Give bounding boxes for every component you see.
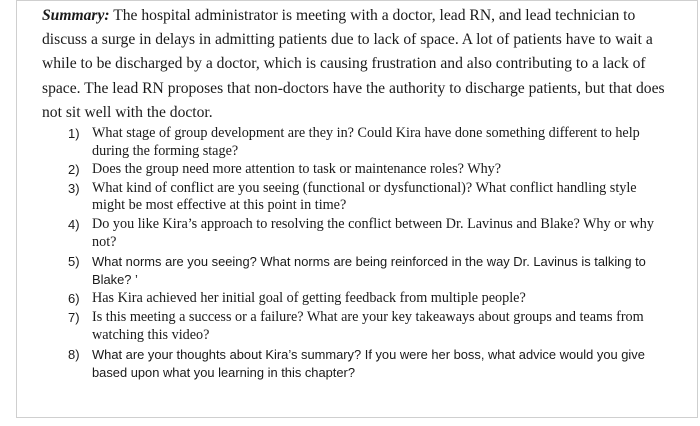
question-number: 1) (68, 126, 80, 141)
question-item-8 (62, 346, 672, 381)
question-text: What kind of conflict are you seeing (functional or dysfunctional)? What conflict handling style might be most effective at this point in time? (92, 179, 637, 214)
question-text: Does the group need more attention to task or maintenance roles? Why? (92, 161, 502, 178)
question-text: Do you like Kira’s approach to resolving the conflict between Dr. Lavinus and Blake? Why or why not? (92, 215, 654, 250)
question-number: 3) (68, 180, 80, 196)
question-number: 7) (68, 309, 80, 325)
question-item-6 (62, 290, 672, 308)
question-number: 2) (68, 162, 80, 178)
question-text: What norms are you seeing? What norms are being reinforced in the way Dr. Lavinus is talking to Blake? ’ (92, 254, 646, 287)
question-text: What stage of group development are they in? Could Kira have done something different to help during the forming stage? (92, 125, 640, 159)
question-number: 4) (68, 216, 80, 232)
question-text: Has Kira achieved her initial goal of getting feedback from multiple people? (92, 290, 526, 307)
summary-paragraph (42, 4, 682, 125)
summary-text: The hospital administrator is meeting with a doctor, lead RN, and lead technician to discuss a surge in delays in admitting patients due to lack of space. A lot of patients have to wait a while to be discharged by a doctor, which is causing frustration and also contributing to a lack of space. The lead RN proposes that non-doctors have the authority to discharge patients, but that does not sit well with the doctor. (42, 7, 665, 121)
question-number: 5) (68, 254, 80, 270)
question-text: Is this meeting a success or a failure? What are your key takeaways about groups and teams from watching this video? (92, 308, 644, 343)
summary-label: Summary: (42, 7, 110, 24)
question-item-3 (62, 180, 672, 215)
question-item-5 (62, 253, 672, 288)
question-number: 8) (68, 347, 80, 363)
question-item-1 (62, 125, 672, 160)
question-item-2 (62, 161, 672, 179)
question-item-4 (62, 216, 672, 251)
question-list (62, 125, 672, 381)
question-number: 6) (68, 291, 80, 307)
question-text: What are your thoughts about Kira’s summary? If you were her boss, what advice would you give based upon what you learning in this chapter? (92, 347, 645, 380)
question-item-7 (62, 309, 672, 344)
